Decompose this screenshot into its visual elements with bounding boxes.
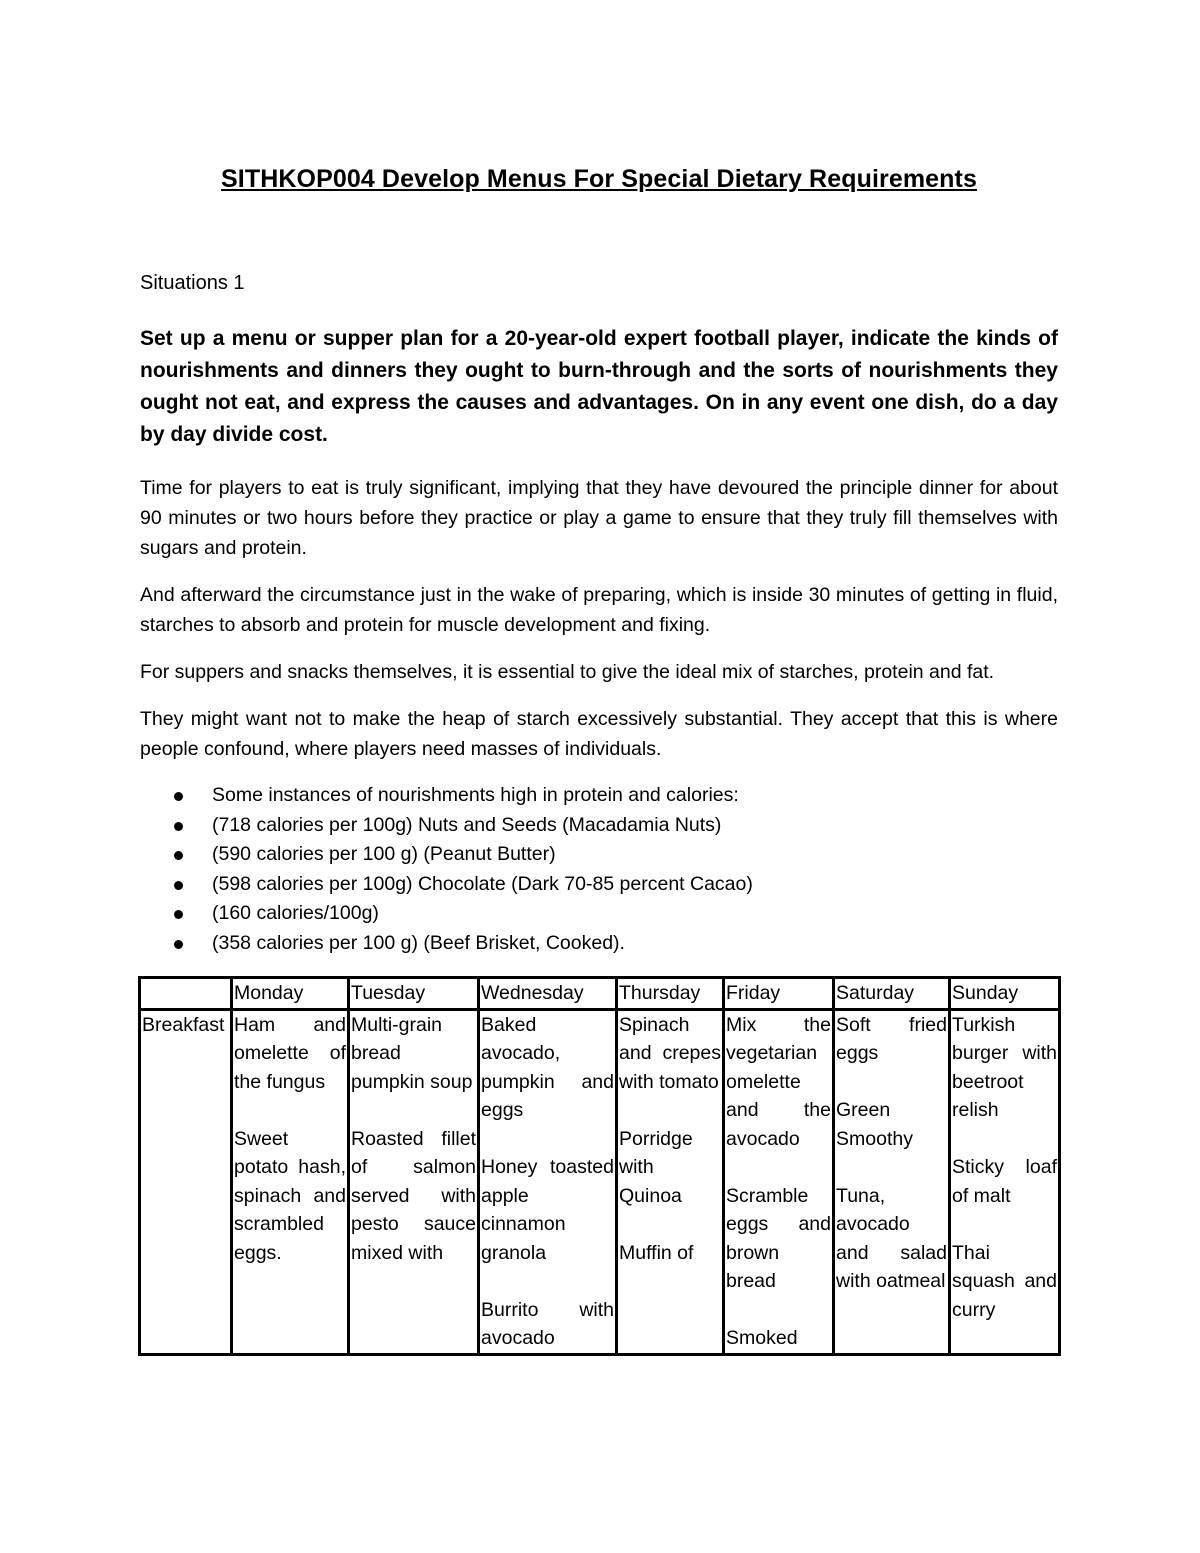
bullet-icon [174, 822, 183, 831]
day-header-monday: Monday [232, 978, 349, 1010]
day-header-saturday: Saturday [834, 978, 950, 1010]
bullet-list [140, 781, 1058, 958]
day-header-tuesday: Tuesday [349, 978, 479, 1010]
document-title: SITHKOP004 Develop Menus For Special Dietary Requirements [221, 165, 977, 193]
day-header-sunday: Sunday [950, 978, 1060, 1010]
menu-cell-thursday: Spinach and crepes with tomato Porridge with Quinoa Muffin of [617, 1009, 724, 1354]
paragraph: They might want not to make the heap of starch excessively substantial. They accept that this is where people confound, where players need masses of individuals. [140, 708, 1058, 760]
menu-cell-wednesday: Baked avocado, pumpkin and eggs Honey toasted apple cinnamon granola Burrito with avocado [479, 1009, 617, 1354]
menu-cell-friday: Mix the vegetarian omelette and the avocado Scramble eggs and brown bread Smoked [724, 1009, 834, 1354]
bullet-item: (598 calories per 100g) Chocolate (Dark 70-85 percent Cacao) [174, 870, 1058, 900]
bullet-item: (160 calories/100g) [174, 899, 1058, 929]
menu-cell-sunday: Turkish burger with beetroot relish Sticky loaf of malt Thai squash and curry [950, 1009, 1060, 1354]
paragraph: And afterward the circumstance just in the wake of preparing, which is inside 30 minutes of getting in fluid, starches to absorb and protein for muscle development and fixing. [140, 584, 1058, 636]
section-heading: Situations 1 [140, 272, 245, 294]
table-corner-cell [140, 978, 232, 1010]
day-header-wednesday: Wednesday [479, 978, 617, 1010]
paragraph: For suppers and snacks themselves, it is essential to give the ideal mix of starches, protein and fat. [140, 661, 995, 683]
row-label-breakfast: Breakfast [140, 1009, 232, 1354]
day-header-friday: Friday [724, 978, 834, 1010]
weekly-menu-table [138, 976, 1061, 1356]
menu-cell-saturday: Soft fried eggs Green Smoothy Tuna, avocado and salad with oatmeal [834, 1009, 950, 1354]
bullet-item: Some instances of nourishments high in protein and calories: [174, 781, 1058, 811]
menu-cell-monday: Ham and omelette of the fungus Sweet potato hash, spinach and scrambled eggs. [232, 1009, 349, 1354]
table-row [140, 1009, 1060, 1354]
document-page [140, 165, 1058, 1356]
bullet-item: (590 calories per 100 g) (Peanut Butter) [174, 840, 1058, 870]
table-header-row [140, 978, 1060, 1010]
bullet-item: (718 calories per 100g) Nuts and Seeds (Macadamia Nuts) [174, 811, 1058, 841]
task-prompt: Set up a menu or supper plan for a 20-year-old expert football player, indicate the kinds of nourishments and dinners they ought to burn-through and the sorts of nourishments they ought not eat, and express the causes and advantages. On in any event one dish, do a day by day divide cost. [140, 327, 1058, 446]
bullet-icon [174, 792, 183, 801]
paragraph: Time for players to eat is truly significant, implying that they have devoured the principle dinner for about 90 minutes or two hours before they practice or play a game to ensure that they truly fill themselves with sugars and protein. [140, 477, 1058, 559]
bullet-icon [174, 910, 183, 919]
bullet-icon [174, 881, 183, 890]
bullet-icon [174, 940, 183, 949]
bullet-icon [174, 851, 183, 860]
day-header-thursday: Thursday [617, 978, 724, 1010]
menu-cell-tuesday: Multi-grain bread pumpkin soup Roasted fillet of salmon served with pesto sauce mixed with [349, 1009, 479, 1354]
bullet-item: (358 calories per 100 g) (Beef Brisket, Cooked). [174, 929, 1058, 959]
